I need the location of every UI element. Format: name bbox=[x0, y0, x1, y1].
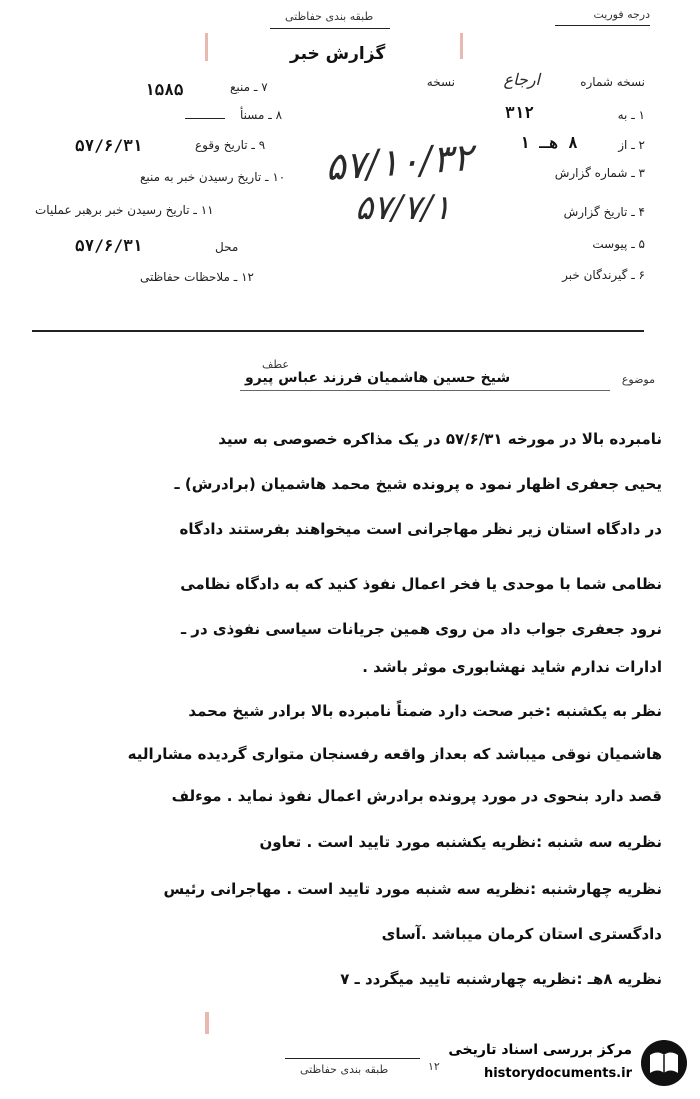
red-mark-2 bbox=[460, 33, 463, 59]
field-8-label: ۸ ـ مسنأ bbox=[240, 108, 283, 122]
subject-annotation: عطف bbox=[262, 358, 289, 371]
recipients-label: ۶ ـ گیرندگان خبر bbox=[562, 268, 645, 282]
book-icon bbox=[638, 1038, 690, 1088]
logo-url: historydocuments.ir bbox=[483, 1066, 632, 1081]
body-line: نظریه چهارشنبه :نظریه سه شنبه مورد تایید است . مهاجرانی رئیس bbox=[163, 880, 662, 898]
red-mark-1 bbox=[205, 33, 208, 61]
body-line: نظر به یکشنبه :خبر صحت دارد ضمناً نامبرده بالا برادر شیخ محمد bbox=[188, 702, 662, 720]
body-line: نامبرده بالا در مورخه ۵۷/۶/۳۱ در یک مذاکره خصوصی به سید bbox=[218, 430, 662, 448]
header-separator bbox=[32, 330, 644, 332]
subject-underline bbox=[240, 390, 610, 391]
source-received-date-label: ۱۰ ـ تاریخ رسیدن خبر به منبع bbox=[140, 170, 286, 184]
report-title: گزارش خبر bbox=[290, 44, 386, 64]
ops-received-date-label: ۱۱ ـ تاریخ رسیدن خبر برهبر عملیات bbox=[35, 203, 214, 217]
report-date-label: ۴ ـ تاریخ گزارش bbox=[563, 205, 645, 219]
body-line: ادارات ندارم شاید نهشابوری موثر باشد . bbox=[362, 658, 662, 676]
red-mark-3 bbox=[205, 1012, 209, 1034]
classification-top: طبقه بندی حفاظتی bbox=[285, 10, 374, 23]
page-mark: ۱۲ bbox=[428, 1060, 440, 1073]
location-date-value: ۵۷/۶/۳۱ bbox=[75, 236, 143, 255]
body-line: نظامی شما با موحدی یا فخر اعمال نفوذ کنید که به دادگاه نظامی bbox=[180, 575, 662, 593]
copy-number-value: ارجاع bbox=[503, 70, 540, 89]
logo-title: مرکز بررسی اسناد تاریخی bbox=[448, 1042, 632, 1058]
copy-number-label: نسخه شماره bbox=[580, 75, 645, 89]
priority-underline bbox=[555, 25, 650, 26]
archive-logo bbox=[422, 1036, 692, 1091]
handwritten-date-1: ۵۷/۱۰/۳۲ bbox=[323, 134, 475, 190]
field-from-value: ۸ هـ ۱ bbox=[520, 133, 578, 152]
handwritten-date-2: ۵۷/۷/۱ bbox=[355, 188, 451, 228]
classification-top-underline bbox=[270, 28, 390, 29]
location-label: محل bbox=[215, 240, 239, 254]
body-line: نرود جعفری جواب داد من روی همین جریانات سیاسی نفوذی در ـ bbox=[180, 620, 662, 638]
security-notes-label: ۱۲ ـ ملاحظات حفاظتی bbox=[140, 270, 254, 284]
report-number-label: ۳ ـ شماره گزارش bbox=[554, 166, 645, 180]
subject-text: شیخ حسین هاشمیان فرزند عباس پیرو bbox=[245, 370, 511, 386]
subject-label: موضوع bbox=[621, 373, 655, 386]
copy-number-extra: نسخه bbox=[426, 75, 455, 89]
classification-bottom: طبقه بندی حفاظتی bbox=[300, 1063, 389, 1076]
body-line: نظریه ۸هـ :نظریه چهارشنبه تایید میگردد ـ ۷ bbox=[340, 970, 662, 988]
body-line: نظریه سه شنبه :نظریه یکشنبه مورد تایید است . تعاون bbox=[259, 833, 662, 851]
field-to-label: ۱ ـ به bbox=[617, 108, 645, 122]
field-8-underline bbox=[185, 118, 225, 119]
body-line: دادگستری استان کرمان میباشد .آسای bbox=[381, 925, 662, 943]
body-line: در دادگاه استان زیر نظر مهاجرانی است میخواهند بفرستند دادگاه bbox=[179, 520, 662, 538]
footer-classification-line bbox=[285, 1058, 420, 1059]
body-line: یحیی جعفری اظهار نمود ه پرونده شیخ محمد هاشمیان (برادرش) ـ bbox=[174, 475, 662, 493]
field-from-label: ۲ ـ از bbox=[618, 138, 645, 152]
field-to-value: ۳۱۲ bbox=[505, 103, 534, 122]
source-label: ۷ ـ منبع bbox=[230, 80, 268, 94]
occurrence-date-value: ۵۷/۶/۳۱ bbox=[75, 136, 143, 155]
source-value: ۱۵۸۵ bbox=[145, 80, 184, 99]
body-line: قصد دارد بنحوی در مورد پرونده برادرش اعمال نفوذ نماید . موءلف bbox=[171, 787, 662, 805]
priority-label: درجه فوریت bbox=[593, 8, 650, 21]
body-line: هاشمیان نوقی میباشد که بعداز واقعه رفسنجان متواری گردیده مشارالیه bbox=[127, 745, 662, 763]
occurrence-date-label: ۹ ـ تاریخ وقوع bbox=[195, 138, 266, 152]
attachment-label: ۵ ـ پیوست bbox=[592, 237, 645, 251]
